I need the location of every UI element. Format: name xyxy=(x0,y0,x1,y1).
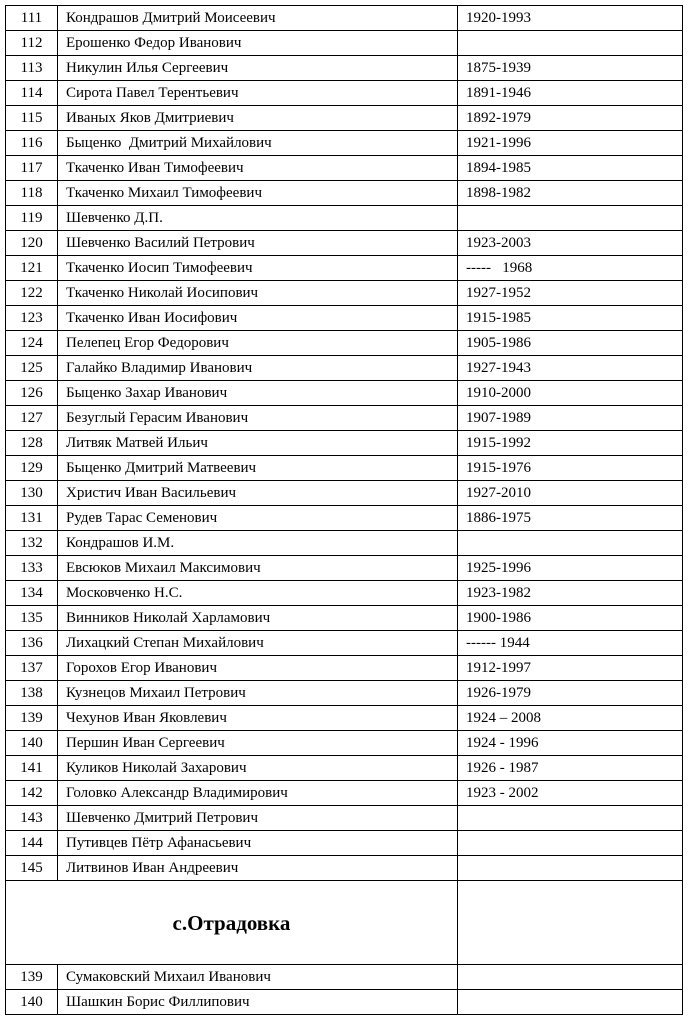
life-years: 1923-2003 xyxy=(458,231,683,256)
life-years: 1910-2000 xyxy=(458,381,683,406)
life-years: 1927-2010 xyxy=(458,481,683,506)
names-table-body xyxy=(6,6,683,1015)
table-row xyxy=(6,856,683,881)
life-years: 1891-1946 xyxy=(458,81,683,106)
person-name: Ткаченко Иосип Тимофеевич xyxy=(58,256,458,281)
person-name: Кондрашов И.М. xyxy=(58,531,458,556)
person-name: Шевченко Дмитрий Петрович xyxy=(58,806,458,831)
life-years: 1894-1985 xyxy=(458,156,683,181)
table-row xyxy=(6,81,683,106)
row-number: 112 xyxy=(6,31,58,56)
row-number: 135 xyxy=(6,606,58,631)
row-number: 136 xyxy=(6,631,58,656)
person-name: Рудев Тарас Семенович xyxy=(58,506,458,531)
life-years: 1900-1986 xyxy=(458,606,683,631)
table-row xyxy=(6,356,683,381)
row-number: 132 xyxy=(6,531,58,556)
life-years: 1907-1989 xyxy=(458,406,683,431)
life-years xyxy=(458,531,683,556)
person-name: Сумаковский Михаил Иванович xyxy=(58,965,458,990)
life-years: 1920-1993 xyxy=(458,6,683,31)
row-number: 139 xyxy=(6,965,58,990)
person-name: Путивцев Пётр Афанасьевич xyxy=(58,831,458,856)
table-row xyxy=(6,281,683,306)
section-empty-cell xyxy=(458,881,683,965)
table-row xyxy=(6,656,683,681)
life-years xyxy=(458,806,683,831)
life-years: 1925-1996 xyxy=(458,556,683,581)
person-name: Иваных Яков Дмитриевич xyxy=(58,106,458,131)
person-name: Куликов Николай Захарович xyxy=(58,756,458,781)
life-years: 1926-1979 xyxy=(458,681,683,706)
table-row xyxy=(6,481,683,506)
row-number: 111 xyxy=(6,6,58,31)
life-years: 1924 - 1996 xyxy=(458,731,683,756)
names-table xyxy=(5,5,683,1015)
table-row xyxy=(6,831,683,856)
person-name: Ткаченко Николай Иосипович xyxy=(58,281,458,306)
person-name: Чехунов Иван Яковлевич xyxy=(58,706,458,731)
person-name: Быценко Дмитрий Матвеевич xyxy=(58,456,458,481)
table-row xyxy=(6,631,683,656)
table-row xyxy=(6,706,683,731)
table-row xyxy=(6,306,683,331)
table-row xyxy=(6,256,683,281)
person-name: Першин Иван Сергеевич xyxy=(58,731,458,756)
row-number: 141 xyxy=(6,756,58,781)
row-number: 139 xyxy=(6,706,58,731)
person-name: Ерошенко Федор Иванович xyxy=(58,31,458,56)
person-name: Кузнецов Михаил Петрович xyxy=(58,681,458,706)
table-row xyxy=(6,231,683,256)
life-years: ----- 1968 xyxy=(458,256,683,281)
row-number: 128 xyxy=(6,431,58,456)
table-row xyxy=(6,156,683,181)
table-row xyxy=(6,406,683,431)
row-number: 142 xyxy=(6,781,58,806)
person-name: Винников Николай Харламович xyxy=(58,606,458,631)
table-row xyxy=(6,431,683,456)
person-name: Горохов Егор Иванович xyxy=(58,656,458,681)
person-name: Шашкин Борис Филлипович xyxy=(58,990,458,1015)
life-years: 1915-1976 xyxy=(458,456,683,481)
person-name: Литвяк Матвей Ильич xyxy=(58,431,458,456)
life-years xyxy=(458,831,683,856)
life-years: 1923 - 2002 xyxy=(458,781,683,806)
section-title: с.Отрадовка xyxy=(6,881,458,965)
table-row xyxy=(6,581,683,606)
life-years: 1923-1982 xyxy=(458,581,683,606)
table-row xyxy=(6,331,683,356)
table-row xyxy=(6,806,683,831)
row-number: 134 xyxy=(6,581,58,606)
row-number: 140 xyxy=(6,731,58,756)
table-row xyxy=(6,965,683,990)
person-name: Ткаченко Иван Тимофеевич xyxy=(58,156,458,181)
person-name: Сирота Павел Терентьевич xyxy=(58,81,458,106)
life-years: 1892-1979 xyxy=(458,106,683,131)
row-number: 127 xyxy=(6,406,58,431)
life-years: 1875-1939 xyxy=(458,56,683,81)
life-years: 1886-1975 xyxy=(458,506,683,531)
person-name: Безуглый Герасим Иванович xyxy=(58,406,458,431)
row-number: 143 xyxy=(6,806,58,831)
row-number: 138 xyxy=(6,681,58,706)
row-number: 118 xyxy=(6,181,58,206)
row-number: 113 xyxy=(6,56,58,81)
life-years: 1915-1985 xyxy=(458,306,683,331)
row-number: 119 xyxy=(6,206,58,231)
row-number: 131 xyxy=(6,506,58,531)
life-years: 1905-1986 xyxy=(458,331,683,356)
row-number: 117 xyxy=(6,156,58,181)
table-row xyxy=(6,506,683,531)
table-row xyxy=(6,31,683,56)
table-row xyxy=(6,556,683,581)
row-number: 125 xyxy=(6,356,58,381)
person-name: Пелепец Егор Федорович xyxy=(58,331,458,356)
row-number: 124 xyxy=(6,331,58,356)
row-number: 144 xyxy=(6,831,58,856)
life-years: 1927-1952 xyxy=(458,281,683,306)
person-name: Евсюков Михаил Максимович xyxy=(58,556,458,581)
table-row xyxy=(6,531,683,556)
row-number: 126 xyxy=(6,381,58,406)
life-years: 1921-1996 xyxy=(458,131,683,156)
row-number: 116 xyxy=(6,131,58,156)
table-row xyxy=(6,381,683,406)
table-row xyxy=(6,681,683,706)
life-years: ------ 1944 xyxy=(458,631,683,656)
person-name: Ткаченко Михаил Тимофеевич xyxy=(58,181,458,206)
person-name: Галайко Владимир Иванович xyxy=(58,356,458,381)
table-row xyxy=(6,606,683,631)
person-name: Головко Александр Владимирович xyxy=(58,781,458,806)
life-years: 1924 – 2008 xyxy=(458,706,683,731)
table-row xyxy=(6,56,683,81)
row-number: 120 xyxy=(6,231,58,256)
person-name: Христич Иван Васильевич xyxy=(58,481,458,506)
row-number: 130 xyxy=(6,481,58,506)
person-name: Шевченко Д.П. xyxy=(58,206,458,231)
person-name: Шевченко Василий Петрович xyxy=(58,231,458,256)
person-name: Никулин Илья Сергеевич xyxy=(58,56,458,81)
life-years: 1927-1943 xyxy=(458,356,683,381)
row-number: 129 xyxy=(6,456,58,481)
person-name: Быценко Захар Иванович xyxy=(58,381,458,406)
table-row xyxy=(6,131,683,156)
row-number: 145 xyxy=(6,856,58,881)
row-number: 133 xyxy=(6,556,58,581)
life-years xyxy=(458,206,683,231)
section-row xyxy=(6,881,683,965)
person-name: Литвинов Иван Андреевич xyxy=(58,856,458,881)
person-name: Ткаченко Иван Иосифович xyxy=(58,306,458,331)
life-years: 1915-1992 xyxy=(458,431,683,456)
life-years: 1898-1982 xyxy=(458,181,683,206)
row-number: 137 xyxy=(6,656,58,681)
row-number: 121 xyxy=(6,256,58,281)
table-row xyxy=(6,206,683,231)
row-number: 140 xyxy=(6,990,58,1015)
table-row xyxy=(6,781,683,806)
person-name: Лихацкий Степан Михайлович xyxy=(58,631,458,656)
life-years xyxy=(458,965,683,990)
row-number: 123 xyxy=(6,306,58,331)
person-name: Московченко Н.С. xyxy=(58,581,458,606)
table-row xyxy=(6,756,683,781)
row-number: 114 xyxy=(6,81,58,106)
table-row xyxy=(6,106,683,131)
row-number: 115 xyxy=(6,106,58,131)
table-row xyxy=(6,990,683,1015)
table-row xyxy=(6,6,683,31)
life-years xyxy=(458,990,683,1015)
life-years: 1912-1997 xyxy=(458,656,683,681)
life-years: 1926 - 1987 xyxy=(458,756,683,781)
person-name: Кондрашов Дмитрий Моисеевич xyxy=(58,6,458,31)
table-row xyxy=(6,731,683,756)
table-row xyxy=(6,181,683,206)
life-years xyxy=(458,31,683,56)
life-years xyxy=(458,856,683,881)
row-number: 122 xyxy=(6,281,58,306)
person-name: Быценко Дмитрий Михайлович xyxy=(58,131,458,156)
table-row xyxy=(6,456,683,481)
